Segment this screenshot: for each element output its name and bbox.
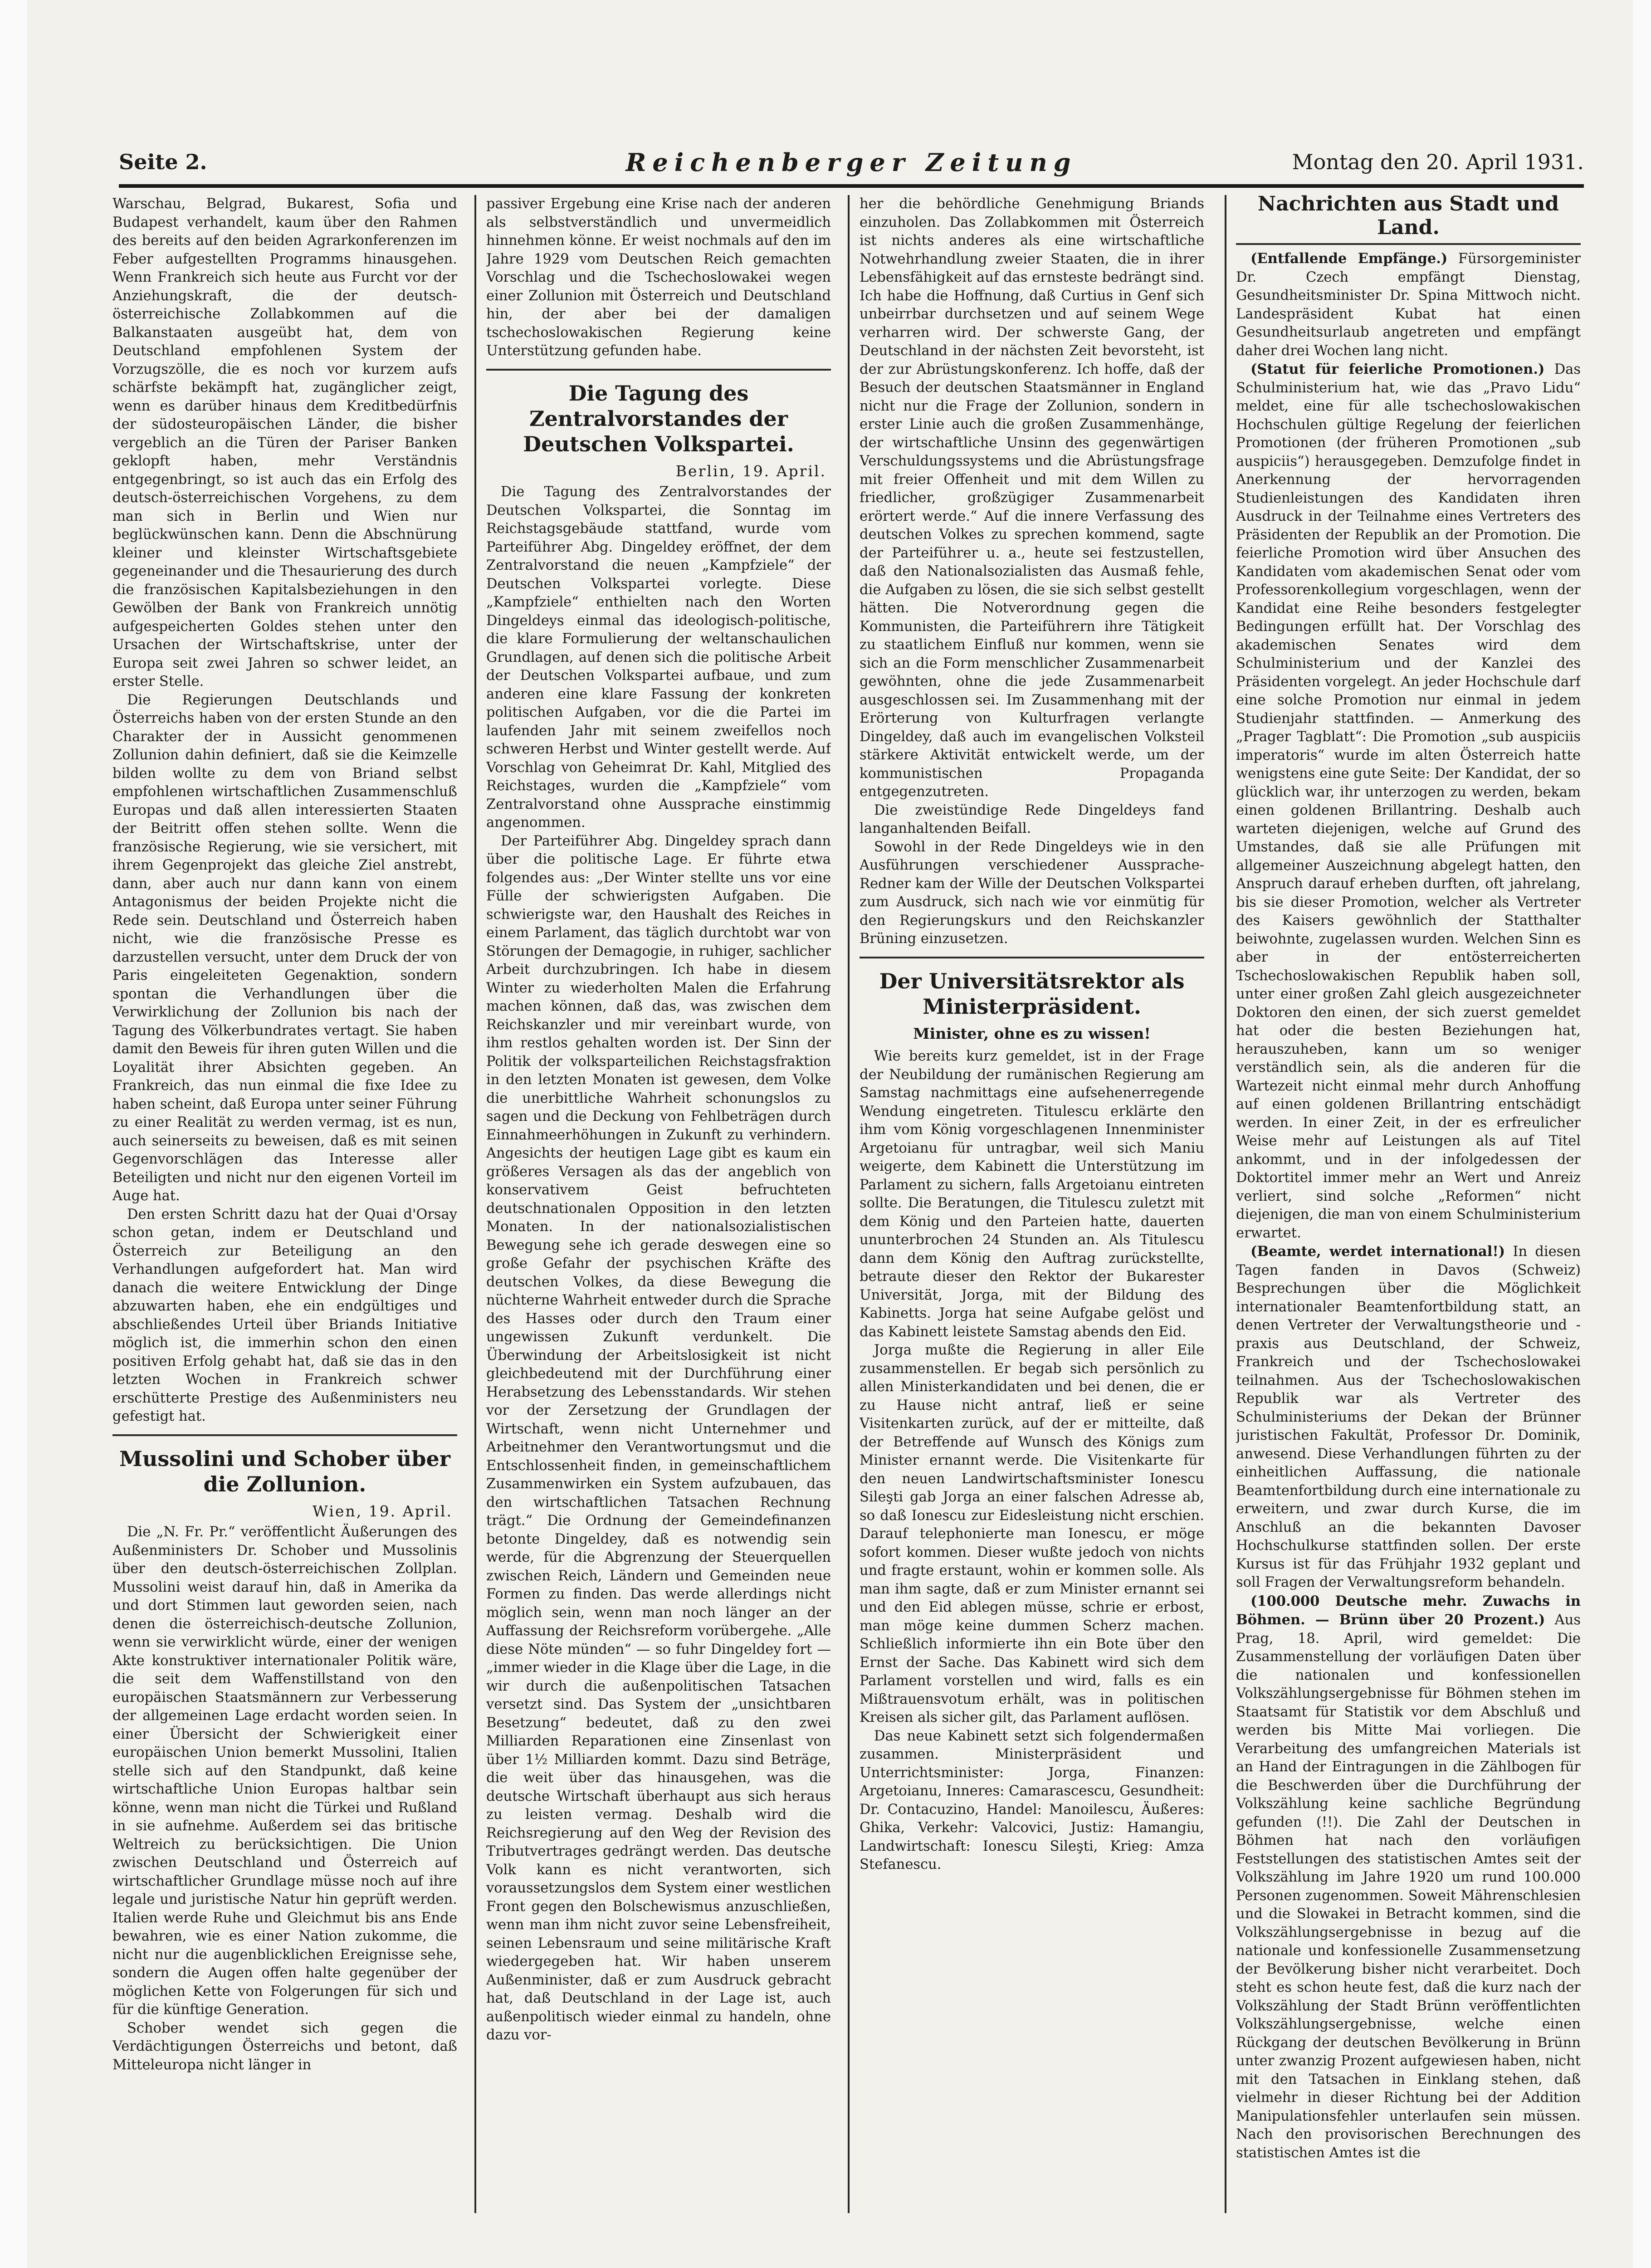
issue-date: Montag den 20. April 1931. xyxy=(1292,150,1584,174)
headline-volkspartei: Die Tagung des Zentralvorstandes der Deutschen Volkspartei. xyxy=(523,381,794,456)
news-item-text: Das Schulministerium hat, wie das „Pravo Lidu“ meldet, eine für alle tschechoslowakischen Hochschulen gültige Regelung der feierlichen Promotionen (der früheren Promotionen „sub auspiciis“) herausgegeben. Demzufolge findet in Anerkennung der hervorragenden Studienleistungen des Kandidaten ihren Ausdruck in der Teilnahme eines Vertreters des Präsidenten der Republik an der Promotion. Die feierliche Promotion wird über Ansuchen des Kandidaten vom akademischen Senat oder vom Professorenkollegium vorgeschlagen, wenn der Kandidat eine Reihe besonders festgelegter Bedingungen erfüllt hat. Der Vorschlag des akademischen Senates wird dem Schulministerium und der Kanzlei des Präsidenten vorgelegt. An jeder Hochschule darf eine solche Promotion nur einmal in jedem Studienjahr stattfinden. — Anmerkung des „Prager Tagblatt“: Die Promotion „sub auspiciis imperatoris“ wurde im alten Österreich hatte wenigstens eine gute Seite: Der Kandidat, der so glücklich war, ihr unterzogen zu werden, bekam einen goldenen Brillantring. Deshalb auch warteten diejenigen, welche auf Grund des Umstandes, daß sie alle Prüfungen mit allgemeiner Auszeichnung abgelegt hatten, den Anspruch darauf erheben durften, oft jahrelang, bis sie dieser Promotion, welcher als Vertreter des Kaisers gewöhnlich der Statthalter beiwohnte, zugelassen wurden. Welchen Sinn es aber in der entösterreicherten Tschechoslowakischen Republik haben soll, unter einer großen Zahl gleich ausgezeichneter Doktoren den einen, der sich zuerst gemeldet hat oder die besten Beziehungen hat, herauszuheben, kann um so weniger verständlich sein, als die anderen für die Wartezeit nicht einmal mehr durch Anhoffung auf einen goldenen Brillantring entschädigt werden. In einer Zeit, in der es erfreulicher Weise mehr auf Leistungen als auf Titel ankommt, und in der infolgedessen der Doktortitel immer mehr an Wert und Anreiz verliert, sind solche „Reformen“ nicht diejenigen, die man von einem Schulministerium erwartet. xyxy=(1236,362,1581,1241)
article-divider xyxy=(486,369,831,371)
masthead: Reichenberger Zeitung xyxy=(625,148,1077,177)
column-rule xyxy=(1225,195,1226,2213)
news-item xyxy=(1236,1592,1581,2163)
article-paragraph: Die Regierungen Deutschlands und Österreichs haben von der ersten Stunde an den Charakter der in Aussicht genommenen Zollunion dahin definiert, daß sie die Keimzelle bilden wollte zu dem von Briand selbst empfohlenen wirtschaftlichen Zusammenschluß Europas und daß allen interessierten Staaten der Beitritt offen stehen sollte. Wenn die französische Regierung, wie sie versichert, mit ihrem Gegenprojekt das gleiche Ziel anstrebt, dann, aber auch nur dann kann von einem Antagonismus der beiden Projekte nicht die Rede sein. Deutschland und Österreich haben nicht, wie die französische Presse es darzustellen versucht, unter dem Druck der von Paris eingeleiteten Gegenaktion, sondern spontan die Verhandlungen über die Verwirklichung der Zollunion bis nach der Tagung des Völkerbundrates vertagt. Sie haben damit den Beweis für ihren guten Willen und die Loyalität ihrer Absichten gegeben. An Frankreich, das nun einmal die fixe Idee zu haben scheint, daß Europa unter seiner Führung zu einer Realität zu werden vermag, ist es nun, auch seinerseits zu beweisen, daß es mit seinen Gegenvorschlägen das Interesse aller Beteiligten und nicht nur den eigenen Vorteil im Auge hat. xyxy=(112,692,457,1204)
scan-margin-left xyxy=(0,0,27,2268)
article-paragraph: Den ersten Schritt dazu hat der Quai d'Orsay schon getan, indem er Deutschland und Österreich zur Beteiligung an den Verhandlungen aufgefordert hat. Man wird danach die weitere Entwicklung der Dinge abzuwarten haben, ehe ein endgültiges und abschließendes Urteil über Briands Initiative möglich ist, die immerhin schon den einen positiven Erfolg gehabt hat, daß sie das in den letzten Wochen in Frankreich schwer erschütterte Prestige des Außenministers neu gefestigt hat. xyxy=(112,1206,457,1424)
column-1 xyxy=(112,195,457,2231)
article-divider xyxy=(860,957,1204,958)
column-rule xyxy=(474,195,476,2213)
news-item-head: (100.000 Deutsche mehr. Zuwachs in Böhmen. — Brünn über 20 Prozent.) xyxy=(1236,1593,1581,1628)
column-rule xyxy=(848,195,850,2213)
article-paragraph: Wie bereits kurz gemeldet, ist in der Frage der Neubildung der rumänischen Regierung am Samstag nachmittags eine aufsehenerregende Wendung eingetreten. Titulescu erklärte den ihm vom König vorgeschlagenen Innenminister Argetoianu für untragbar, weil sich Maniu weigerte, dem Kabinett die Unterstützung im Parlament zu sichern, falls Argetoianu eintreten sollte. Die Beratungen, die Titulescu zuletzt mit dem König und den Parteien hatte, dauerten ununterbrochen 24 Stunden an. Als Titulescu dann dem König den Auftrag zurückstellte, betraute dieser den Rektor der Bukarester Universität, Jorga, mit der Bildung des Kabinetts. Jorga hat seine Aufgabe gelöst und das Kabinett leistete Samstag abends den Eid. xyxy=(860,1048,1204,1340)
page-header xyxy=(119,148,1584,188)
news-item xyxy=(1236,360,1581,1242)
article-paragraph: Warschau, Belgrad, Bukarest, Sofia und Budapest verhandelt, kaum über den Rahmen des bereits auf den beiden Agrarkonferenzen im Feber aufgestellten Programms hinausgehen. Wenn Frankreich sich heute aus Furcht vor der Anziehungskraft, die der deutsch-österreichische Zollabkommen auf die Balkanstaaten ausgeübt hat, dem von Deutschland empfohlenen System der Vorzugszölle, die es noch vor kurzem aufs schärfste bekämpft hat, zugänglicher zeigt, wenn es darüber hinaus dem Kreditbedürfnis der südosteuropäischen Länder, die bisher vergeblich an die Türen der Pariser Banken geklopft haben, mehr Verständnis entgegenbringt, so ist auch das ein Erfolg des deutsch-österreichischen Vorgehens, zu dem man sich in Berlin und Wien nur beglückwünschen kann. Denn die Abschnürung kleiner und kleinster Wirtschaftsgebiete gegeneinander und die Thesaurierung des durch die französischen Kapitalsbeziehungen in den Gewölben der Bank von Frankreich unnötig aufgespeicherten Goldes stehen unter den Ursachen der Wirtschaftskrise, unter der Europa seit zwei Jahren so schwer leidet, an erster Stelle. xyxy=(112,196,457,689)
article-paragraph: passiver Ergebung eine Krise nach der anderen als selbstverständlich und unvermeidlich hinnehmen könne. Er weist nochmals auf den im Jahre 1929 vom Deutschen Reich gemachten Vorschlag und die Tschechoslowakei wegen einer Zollunion mit Österreich und Deutschland hin, der aber bei der damaligen tschechoslowakischen Regierung keine Unterstützung gefunden habe. xyxy=(486,196,831,359)
scan-margin-right xyxy=(1633,0,1651,2268)
article-paragraph: Die zweistündige Rede Dingeldeys fand langanhaltenden Beifall. xyxy=(860,802,1204,836)
article-paragraph: Das neue Kabinett setzt sich folgendermaßen zusammen. Ministerpräsident und Unterrichtsminister: Jorga, Finanzen: Argetoianu, Inneres: Camarascescu, Gesundheit: Dr. Contacuzino, Handel: Manoilescu, Äußeres: Ghika, Verkehr: Valcovici, Justiz: Hamangiu, Landwirtschaft: Ionescu Sileşti, Krieg: Amza Stefanescu. xyxy=(860,1728,1204,1872)
news-item-head: (Statut für feierliche Promotionen.) xyxy=(1250,361,1545,377)
news-item-text: Fürsorgeminister Dr. Czech empfängt Dienstag, Gesundheitsminister Dr. Spina Mittwoch nicht. Landespräsident Kubat hat einen Gesundheitsurlaub angetreten und empfängt daher drei Wochen lang nicht. xyxy=(1236,251,1581,359)
column-2 xyxy=(486,195,831,2231)
article-paragraph: Die „N. Fr. Pr.“ veröffentlicht Äußerungen des Außenministers Dr. Schober und Mussolinis über den deutsch-österreichischen Zollplan. Mussolini weist darauf hin, daß in Amerika da und dort Stimmen laut geworden seien, nach denen die österreichisch-deutsche Zollunion, wenn sie verwirklicht würde, einer der wenigen Akte konstruktiver internationaler Politik wäre, die seit dem Waffenstillstand von den europäischen Staatsmännern zur Verbesserung der allgemeinen Lage erdacht worden seien. In einer Übersicht der Schwierigkeit einer europäischen Union bemerkt Mussolini, Italien stelle sich auf den Standpunkt, daß keine wirtschaftliche Union Europas haltbar sein könne, wenn man nicht die Türkei und Rußland in sie aufnehme. Außerdem sei das britische Weltreich zu berücksichtigen. Die Union zwischen Deutschland und Österreich auf wirtschaftlicher Grundlage müsse noch auf ihre legale und juristische Natur hin geprüft werden. Italien werde Ruhe und Gleichmut bis ans Ende bewahren, wie es einer Nation zukomme, die nicht nur die augenblicklichen Ereignisse sehe, sondern die Augen offen halte gegenüber der möglichen Kette von Folgerungen für sich und für die künftige Generation. xyxy=(112,1524,457,2018)
news-item-head: (Entfallende Empfänge.) xyxy=(1250,250,1448,267)
page-number: Seite 2. xyxy=(119,150,207,174)
news-item-text: In diesen Tagen fanden in Davos (Schweiz) Besprechungen über die Möglichkeit internationaler Beamtenfortbildung statt, an denen Vertreter der Verwaltungstheorie und -praxis aus Deutschland, der Schweiz, Frankreich und der Tschechoslowakei teilnahmen. Aus der Tschechoslowakischen Republik war als Vertreter des Schulministeriums der Dekan der Brünner juristischen Fakultät, Professor Dr. Dominik, anwesend. Diese Verhandlungen führten zu der einheitlichen Auffassung, die nationale Beamtenfortbildung durch eine internationale zu erweitern, und zwar durch Kurse, die im Anschluß an die bekannten Davoser Hochschulkurse stattfinden sollen. Der erste Kursus ist für das Frühjahr 1932 geplant und soll Fragen der Verwaltungsreform behandeln. xyxy=(1236,1244,1581,1590)
news-item xyxy=(1236,1242,1581,1592)
news-item xyxy=(1236,249,1581,360)
headline-mussolini-schober: Mussolini und Schober über die Zollunion. xyxy=(119,1446,450,1496)
column-4 xyxy=(1236,195,1581,2231)
dateline: Berlin, 19. April. xyxy=(675,462,826,480)
section-title: Nachrichten aus Stadt und Land. xyxy=(1236,195,1581,245)
article-paragraph: Sowohl in der Rede Dingeldeys wie in den Ausführungen verschiedener Aussprache-Redner kam der Wille der Deutschen Volkspartei zum Ausdruck, sich nach wie vor einmütig für den Regierungskurs und den Reichskanzler Brüning einzusetzen. xyxy=(860,839,1204,947)
article-paragraph: Jorga mußte die Regierung in aller Eile zusammenstellen. Er begab sich persönlich zu allen Ministerkandidaten und bei denen, die er zu Hause nicht antraf, ließ er seine Visitenkarten zurück, auf der er mitteilte, daß der Betreffende auf Wunsch des Königs zum Minister ernannt werde. Die Visitenkarte für den neuen Landwirtschaftsminister Ionescu Sileşti gab Jorga an einer falschen Adresse ab, so daß Ionescu zur Eidesleistung nicht erschien. Darauf telephonierte man Ionescu, er möge sofort kommen. Dieser wußte jedoch von nichts und fragte erstaunt, wohin er kommen solle. Als man ihm sagte, daß er zum Minister ernannt sei und den Eid ablegen müsse, schrie er erbost, man möge keine dummen Scherz machen. Schließlich informierte ihn ein Bote über den Ernst der Sache. Das Kabinett wird sich dem Parlament vorstellen und wird, falls es ein Mißtrauensvotum erhält, was in politischen Kreisen als sicher gilt, das Parlament auflösen. xyxy=(860,1342,1204,1725)
article-divider xyxy=(112,1434,457,1436)
subheadline: Minister, ohne es zu wissen! xyxy=(913,1024,1151,1042)
news-item-text: Aus Prag, 18. April, wird gemeldet: Die Zusammenstellung der vorläufigen Daten über die nationalen und konfessionellen Volkszählungsergebnisse für Böhmen stehen im Staatsamt für Statistik vor dem Abschluß und werden bis Mitte Mai vorliegen. Die Verarbeitung des umfangreichen Materials ist an Hand der Eintragungen in die Zählbogen für die Beschwerden über die Durchführung der Volkszählung keine sachliche Begründung gefunden (!!). Die Zahl der Deutschen in Böhmen hat nach den vorläufigen Feststellungen des statistischen Amtes seit der Volkszählung im Jahre 1920 um rund 100.000 Personen zugenommen. Soweit Mährenschlesien und die Slowakei in Betracht kommen, sind die Volkszählungsergebnisse in bezug auf die nationale und konfessionelle Zusammensetzung der Bevölkerung bisher nicht verarbeitet. Doch steht es schon heute fest, daß die kurz nach der Volkszählung der Stadt Brünn veröffentlichten Volkszählungsergebnisse, welche einen Rückgang der deutschen Bevölkerung in Brünn unter zwanzig Prozent aufgewiesen haben, nicht mit den Tatsachen in Einklang stehen, daß vielmehr in dieser Richtung bei der Addition Manipulationsfehler unterlaufen sein müssen. Nach den provisorischen Berechnungen des statistischen Amtes ist die xyxy=(1236,1612,1581,2161)
news-item-head: (Beamte, werdet international!) xyxy=(1250,1243,1505,1260)
headline-universitaetsrektor: Der Universitätsrektor als Ministerpräsident. xyxy=(879,968,1185,1019)
article-paragraph: Schober wendet sich gegen die Verdächtigungen Österreichs und betont, daß Mitteleuropa nicht länger in xyxy=(112,2020,457,2073)
article-paragraph: Der Parteiführer Abg. Dingeldey sprach dann über die politische Lage. Er führte etwa folgendes aus: „Der Winter stellte uns vor eine Fülle der schwierigsten Aufgaben. Die schwierigste war, den Haushalt des Reiches in einem Parlament, das täglich durchtobt war von Störungen der Demagogie, in ruhiger, sachlicher Arbeit durchzubringen. Ich habe in diesem Winter zu wiederholten Malen die Erfahrung machen können, daß das, was zwischen dem Reichskanzler und mir vereinbart wurde, von ihm restlos gehalten worden ist. Der Sinn der Politik der volksparteilichen Reichstagsfraktion in den letzten Monaten ist gewesen, dem Volke die unerbittliche Wahrheit schonungslos zu sagen und die Deckung von Fehlbeträgen durch Einnahmeerhöhungen in Zukunft zu verhindern. Angesichts der heutigen Lage gibt es kaum ein größeres Versagen als das der angeblich von konservativem Geist befruchteten deutschnationalen Opposition in den letzten Monaten. In der nationalsozialistischen Bewegung sehe ich gerade deswegen eine so große Gefahr der psychischen Kräfte des deutschen Volkes, da diese Bewegung die nüchterne Wahrheit entweder durch die Sprache des Hasses oder durch den Traum einer ungewissen Zukunft verdunkelt. Die Überwindung der Arbeitslosigkeit ist nicht gleichbedeutend mit der Durchführung einer Herabsetzung des Lebensstandards. Wir stehen vor der Zersetzung der Grundlagen der Wirtschaft, wenn nicht Unternehmer und Arbeitnehmer den Verantwortungsmut und die Entschlossenheit finden, in gemeinschaftlichem Zusammenwirken ein System aufzubauen, das den wirtschaftlichen Tatsachen Rechnung trägt.“ Die Ordnung der Gemeindefinanzen betonte Dingeldey, daß es notwendig sein werde, für die Abgrenzung der Steuerquellen zwischen Reich, Ländern und Gemeinden neue Formen zu finden. Das werde allerdings nicht möglich sein, wenn man noch länger an der Auffassung der Reichsreform vorübergehe. „Alle diese Nöte münden“ — so fuhr Dingeldey fort — „immer wieder in die Klage über die Lage, in die wir durch die außenpolitischen Tatsachen versetzt sind. Das System der „unsichtbaren Besetzung“ bedeutet, daß zu den zwei Milliarden Reparationen eine Zinsenlast von über 1½ Milliarden kommt. Dazu sind Beträge, die weit über das hinausgehen, was die deutsche Wirtschaft überhaupt aus sich heraus zu leisten vermag. Deshalb wird die Reichsregierung auf den Weg der Revision des Tributvertrages gedrängt werden. Das deutsche Volk kann es nicht verantworten, sich voraussetzungslos dem System einer westlichen Front gegen den Bolschewismus anzuschließen, wenn man ihm nicht zuvor seine Lebensfreiheit, seinen Lebensraum und seine militärische Kraft wiedergegeben hat. Wir haben unserem Außenminister, daß er zum Ausdruck gebracht hat, daß Deutschland in der Lage ist, auch außenpolitisch wieder einmal zu handeln, ohne dazu vor- xyxy=(486,833,831,2043)
article-paragraph: her die behördliche Genehmigung Briands einzuholen. Das Zollabkommen mit Österreich ist nichts anderes als eine wirtschaftliche Notwehrhandlung zweier Staaten, die in ihrer Lebensfähigkeit auf das ernsteste bedrängt sind. Ich habe die Hoffnung, daß Curtius in Genf sich unbeirrbar durchsetzen und auf seinem Wege verharren wird. Der schwerste Gang, der Deutschland in der nächsten Zeit bevorsteht, ist der zur Abrüstungskonferenz. Ich hoffe, daß der Besuch der deutschen Staatsmänner in England nicht nur die Frage der Zollunion, sondern in erster Linie auch die großen Zusammenhänge, der wirtschaftliche Unsinn des gegenwärtigen Verschuldungssystems und die Abrüstungsfrage mit freier Offenheit und mit dem Willen zu friedlicher, großzügiger Zusammenarbeit erörtert werde.“ Auf die innere Verfassung des deutschen Volkes zu sprechen kommend, sagte der Parteiführer u. a., heute sei festzustellen, daß den Nationalsozialisten das Ausmaß fehle, die Aufgaben zu lösen, die sie sich selbst gestellt hätten. Die Notverordnung gegen die Kommunisten, die Parteiführern ihre Tätigkeit zu staatlichem Einfluß nur kommen, wenn sie sich an die Form menschlicher Zusammenarbeit gewöhnten, ohne die jede Zusammenarbeit ausgeschlossen sei. Im Zusammenhang mit der Erörterung von Kulturfragen verlangte Dingeldey, daß auch im evangelischen Volksteil stärkere Aktivität entwickelt werde, um der kommunistischen Propaganda entgegenzutreten. xyxy=(860,196,1204,800)
dateline: Wien, 19. April. xyxy=(313,1502,453,1520)
column-3 xyxy=(860,195,1204,2231)
article-paragraph: Die Tagung des Zentralvorstandes der Deutschen Volkspartei, die Sonntag im Reichstagsgebäude stattfand, wurde vom Parteiführer Abg. Dingeldey eröffnet, der dem Zentralvorstand die neuen „Kampfziele“ der Deutschen Volkspartei vorlegte. Diese „Kampfziele“ enthielten nach den Worten Dingeldeys einmal das ideologisch-politische, die klare Formulierung der weltanschaulichen Grundlagen, auf denen sich die politische Arbeit der Deutschen Volkspartei aufbaue, und zum anderen eine klare Fassung der konkreten politischen Aufgaben, vor die die Partei im laufenden Jahr mit seinem zweifellos noch schweren Herbst und Winter gestellt werde. Auf Vorschlag von Geheimrat Dr. Kahl, Mitglied des Reichstages, wurden die „Kampfziele“ vom Zentralvorstand ohne Aussprache einstimmig angenommen. xyxy=(486,484,831,831)
